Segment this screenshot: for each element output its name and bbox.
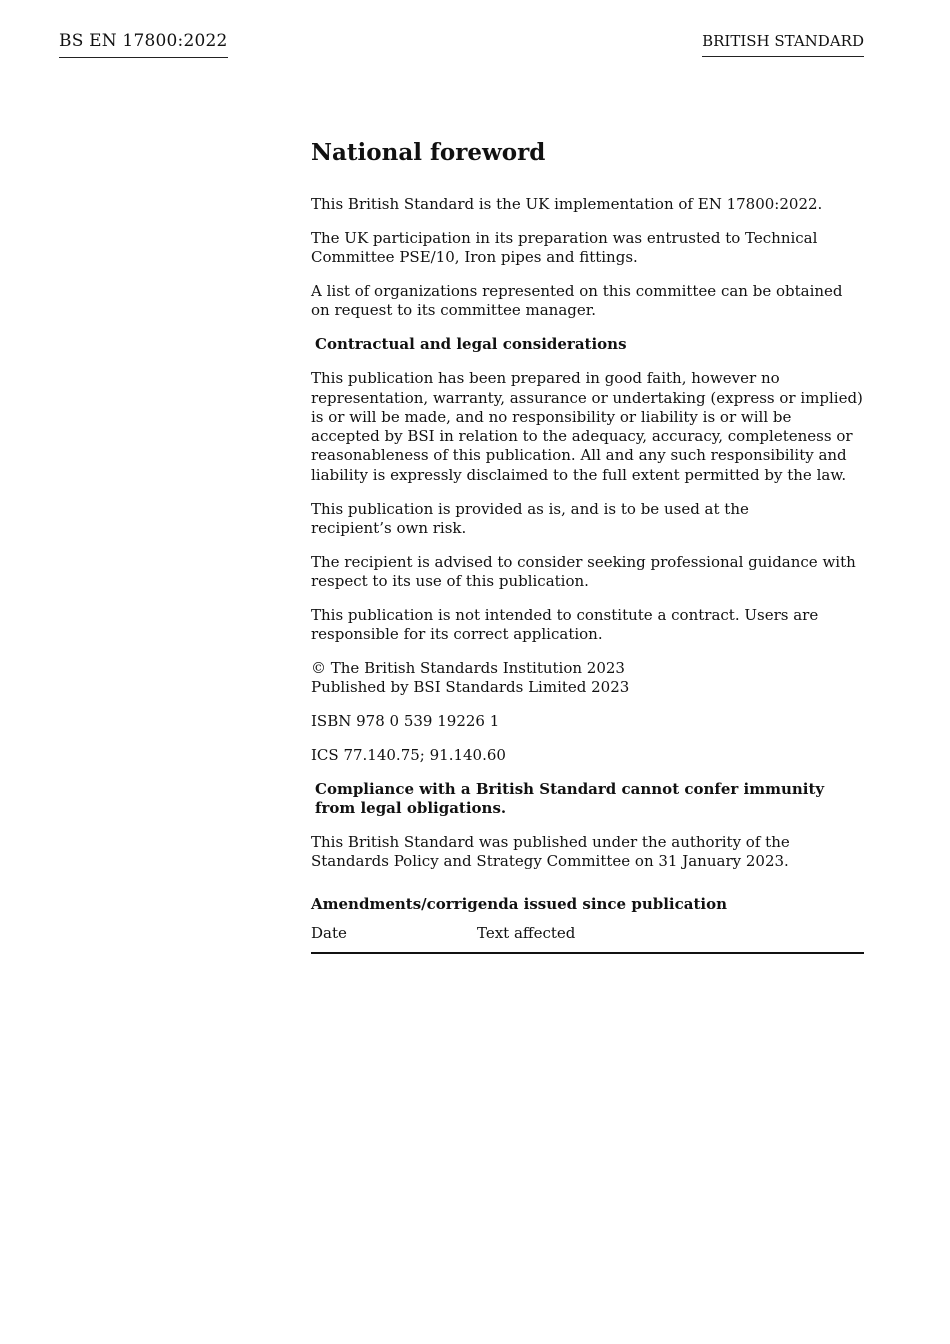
isbn: ISBN 978 0 539 19226 1 [311,711,500,730]
amendments-table [311,924,864,954]
amendments-header-row [311,924,864,953]
implementation-paragraph: This British Standard is the UK implementation of EN 17800:2022. [311,195,823,213]
national-foreword-section [311,138,864,954]
page-title: National foreword [311,139,546,166]
organizations-paragraph: A list of organizations represented on this committee can be obtained on request to its committee manager. [311,281,843,320]
compliance-heading: Compliance with a British Standard cannot confer immunity from legal obligations. [315,779,825,817]
contractual-heading: Contractual and legal considerations [315,334,627,353]
document-type-label: BRITISH STANDARD [702,32,864,57]
date-column-header: Date [311,924,477,953]
amendments-title: Amendments/corrigenda issued since publication [311,894,727,913]
ics-codes: ICS 77.140.75; 91.140.60 [311,745,506,764]
disclaimer-paragraph: This publication has been prepared in good faith, however no representation, warranty, assurance or undertaking (express or implied) is or will be made, and no responsibility or liability is or will be accepted by BSI in relation to the adequacy, accuracy, completeness or reasonableness of this publication. All and any such responsibility and liability is expressly disclaimed to the full extent permitted by the law. [311,369,863,484]
guidance-paragraph: The recipient is advised to consider seeking professional guidance with respect to its use of this publication. [311,552,856,590]
contract-paragraph: This publication is not intended to constitute a contract. Users are responsible for its correct application. [311,605,819,644]
document-reference: BS EN 17800:2022 [59,31,228,58]
own-risk-paragraph: This publication is provided as is, and is to be used at the recipient’s own risk. [311,499,749,537]
text-affected-column-header: Text affected [477,924,864,953]
copyright-notice: © The British Standards Institution 2023 Published by BSI Standards Limited 2023 [311,658,630,697]
authority-paragraph: This British Standard was published under the authority of the Standards Policy and Strategy Committee on 31 January 2023. [311,833,790,871]
committee-paragraph: The UK participation in its preparation was entrusted to Technical Committee PSE/10, Iron pipes and fittings. [311,228,818,267]
